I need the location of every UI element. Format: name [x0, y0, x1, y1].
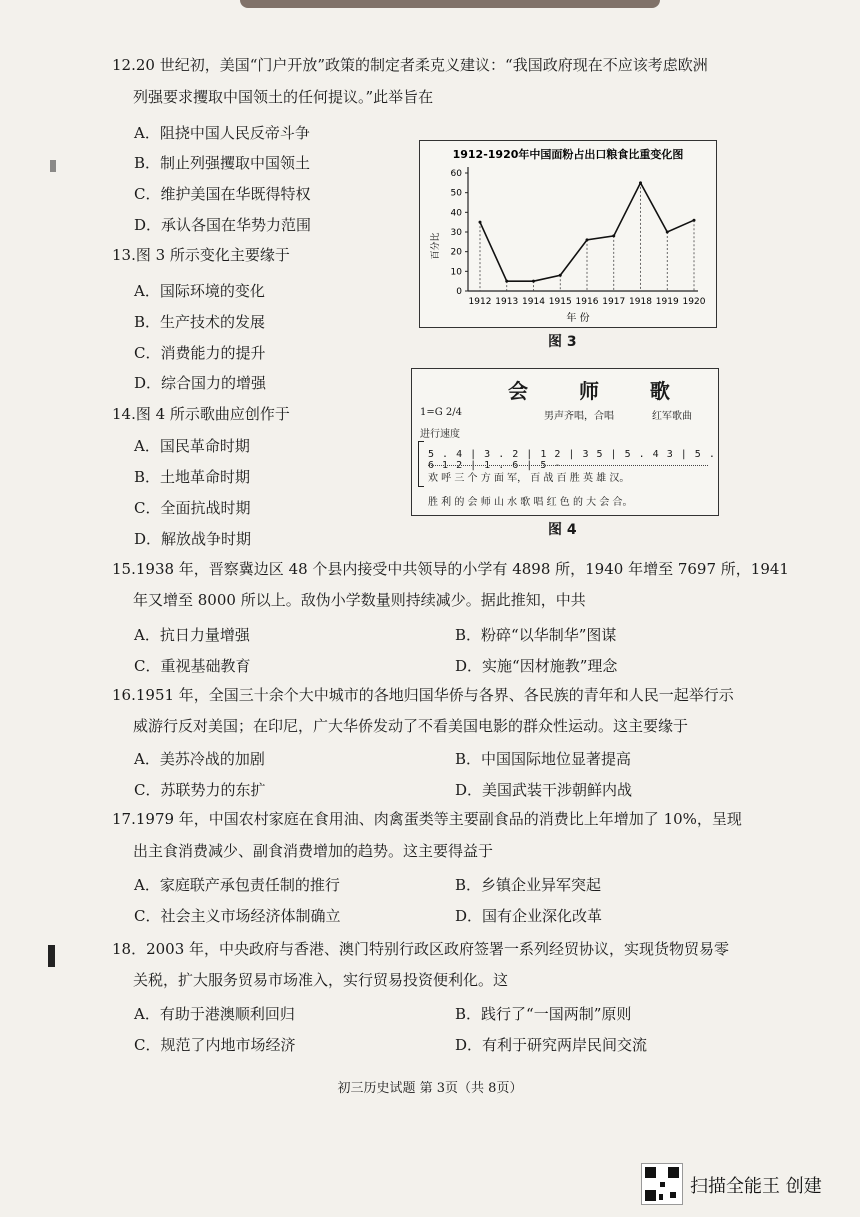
- option-c[interactable]: C．重视基础教育: [134, 657, 251, 675]
- song-source: 红军歌曲: [652, 411, 692, 422]
- x-tick-label: 1917: [602, 297, 626, 307]
- line-chart: [420, 141, 716, 327]
- x-tick-label: 1913: [495, 297, 519, 307]
- question-17-line1: 17.1979 年，中国农村家庭在食用油、肉禽蛋类等主要副食品的消费比上年增加了 10%，呈现: [112, 810, 742, 828]
- option-c[interactable]: C．维护美国在华既得特权: [134, 185, 311, 203]
- x-tick-label: 1916: [575, 297, 599, 307]
- option-d[interactable]: D．承认各国在华势力范围: [134, 216, 312, 234]
- option-a[interactable]: A．美苏冷战的加剧: [134, 750, 265, 768]
- margin-mark: [50, 160, 56, 172]
- x-tick-label: 1920: [682, 297, 706, 307]
- option-b[interactable]: B．粉碎“以华制华”图谋: [455, 626, 617, 644]
- figure-3-chart: [419, 140, 717, 328]
- question-18-line2: 关税，扩大服务贸易市场准入，实行贸易投资便利化。这: [133, 971, 509, 989]
- series-line: [480, 183, 694, 281]
- question-15-line2: 年又增至 8000 所以上。敌伪小学数量则持续减少。据此推知，中共: [133, 591, 586, 609]
- song-lyrics-2: 胜 利 的 会 师 山 水 歌 唱 红 色 的 大 会 合。: [428, 497, 633, 508]
- option-a[interactable]: A．国际环境的变化: [134, 282, 265, 300]
- data-point: [479, 221, 482, 224]
- figure-4-caption: 图 4: [548, 522, 577, 538]
- chart-x-label: 年 份: [566, 313, 590, 324]
- option-b[interactable]: B．制止列强攫取中国领土: [134, 154, 311, 172]
- chart-title: 1912-1920年中国面粉占出口粮食比重变化图: [452, 148, 684, 161]
- y-tick-label: 30: [450, 228, 462, 238]
- option-b[interactable]: B．乡镇企业异军突起: [455, 876, 602, 894]
- staff-divider: [428, 465, 708, 466]
- x-tick-label: 1915: [548, 297, 572, 307]
- scanner-brand: 扫描全能王 创建: [690, 1176, 822, 1197]
- option-d[interactable]: D．美国武装干涉朝鲜内战: [455, 781, 633, 799]
- scan-smudge: [240, 0, 660, 8]
- option-d[interactable]: D．国有企业深化改革: [455, 907, 603, 925]
- option-c[interactable]: C．消费能力的提升: [134, 344, 266, 362]
- x-tick-label: 1919: [655, 297, 679, 307]
- option-a[interactable]: A．阻挠中国人民反帝斗争: [134, 124, 310, 142]
- song-voice: 男声齐唱，合唱: [544, 411, 614, 422]
- option-b[interactable]: B．践行了“一国两制”原则: [455, 1005, 632, 1023]
- staff-bracket: [418, 441, 424, 487]
- question-15-line1: 15.1938 年，晋察冀边区 48 个县内接受中共领导的小学有 4898 所，1940 年增至 7697 所，1941: [112, 560, 789, 578]
- data-point: [666, 231, 669, 234]
- data-point: [505, 280, 508, 283]
- y-tick-label: 20: [450, 247, 462, 258]
- option-c[interactable]: C．全面抗战时期: [134, 499, 251, 517]
- data-point: [693, 219, 696, 222]
- option-d[interactable]: D．综合国力的增强: [134, 374, 267, 392]
- question-18-line1: 18．2003 年，中央政府与香港、澳门特别行政区政府签署一系列经贸协议，实现货物贸易零: [112, 940, 730, 958]
- option-b[interactable]: B．中国国际地位显著提高: [455, 750, 632, 768]
- option-d[interactable]: D．实施“因材施教”理念: [455, 657, 618, 675]
- data-point: [586, 238, 589, 241]
- song-title: 会 师 歌: [508, 379, 692, 403]
- margin-mark: [48, 945, 55, 967]
- question-12-line2: 列强要求攫取中国领土的任何提议。”此举旨在: [133, 88, 434, 106]
- song-key: 1=G 2/4: [420, 407, 463, 418]
- question-16-line2: 威游行反对美国；在印尼，广大华侨发动了不看美国电影的群众性运动。这主要缘于: [133, 717, 689, 735]
- y-tick-label: 10: [450, 267, 462, 278]
- option-d[interactable]: D．解放战争时期: [134, 530, 252, 548]
- x-tick-label: 1912: [468, 297, 492, 307]
- question-13-line1: 13.图 3 所示变化主要缘于: [112, 246, 290, 264]
- option-b[interactable]: B．土地革命时期: [134, 468, 251, 486]
- qr-code-icon: [641, 1163, 683, 1205]
- y-tick-label: 60: [450, 169, 462, 179]
- option-a[interactable]: A．抗日力量增强: [134, 626, 250, 644]
- x-tick-label: 1918: [629, 297, 652, 307]
- data-point: [532, 280, 535, 283]
- question-12-line1: 12.20 世纪初，美国“门户开放”政策的制定者柔克义建议：“我国政府现在不应该考虑欧洲: [112, 56, 708, 74]
- chart-y-label: 百分比: [431, 232, 441, 260]
- data-point: [559, 274, 562, 277]
- option-c[interactable]: C．苏联势力的东扩: [134, 781, 266, 799]
- figure-4-sheet-music: [411, 368, 719, 516]
- question-17-line2: 出主食消费减少、副食消费增加的趋势。这主要得益于: [133, 842, 494, 860]
- song-notation: 5 . 4 | 3 . 2 | 1 2 | 3 5 | 5 . 4 3 | 5 . 6 1 2 | 1 . 6 | 5 -: [428, 449, 716, 471]
- option-a[interactable]: A．国民革命时期: [134, 437, 250, 455]
- x-tick-label: 1914: [522, 297, 545, 307]
- data-point: [639, 181, 642, 184]
- option-d[interactable]: D．有利于研究两岸民间交流: [455, 1036, 648, 1054]
- question-16-line1: 16.1951 年，全国三十余个大中城市的各地归国华侨与各界、各民族的青年和人民一起举行示: [112, 686, 734, 704]
- y-tick-label: 0: [456, 287, 462, 297]
- page-footer: 初三历史试题 第 3页（共 8页）: [337, 1081, 523, 1096]
- y-tick-label: 40: [450, 208, 462, 219]
- song-lyrics-1: 欢 呼 三 个 方 面 军， 百 战 百 胜 英 雄 汉。: [428, 473, 630, 484]
- option-a[interactable]: A．有助于港澳顺利回归: [134, 1005, 295, 1023]
- option-c[interactable]: C．规范了内地市场经济: [134, 1036, 296, 1054]
- question-14-line1: 14.图 4 所示歌曲应创作于: [112, 405, 290, 423]
- y-tick-label: 50: [450, 188, 462, 199]
- option-b[interactable]: B．生产技术的发展: [134, 313, 266, 331]
- song-tempo: 进行速度: [420, 429, 460, 440]
- option-c[interactable]: C．社会主义市场经济体制确立: [134, 907, 341, 925]
- data-point: [612, 234, 615, 237]
- figure-3-caption: 图 3: [548, 334, 577, 350]
- option-a[interactable]: A．家庭联产承包责任制的推行: [134, 876, 340, 894]
